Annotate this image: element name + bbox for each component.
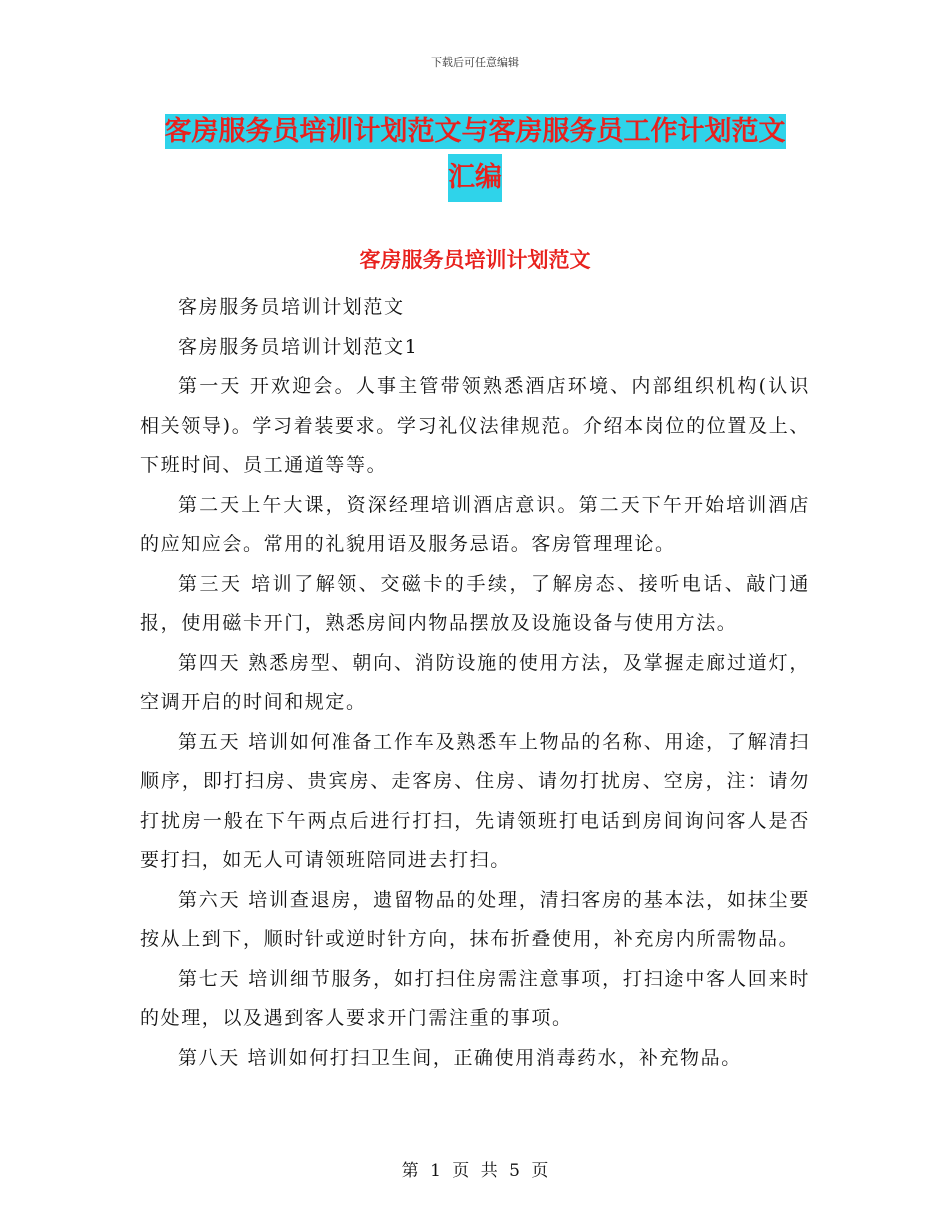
paragraph: 客房服务员培训计划范文 (178, 296, 405, 318)
header-note: 下载后可任意编辑 (431, 56, 519, 69)
paragraph: 第八天 培训如何打扫卫生间，正确使用消毒药水，补充物品。 (178, 1046, 742, 1069)
paragraph: 客房服务员培训计划范文1 (178, 335, 419, 358)
page-number-footer: 第 1 页 共 5 页 (401, 1161, 549, 1181)
paragraph: 第七天 培训细节服务，如打扫住房需注意事项，打扫途中客人回来时的处理，以及遇到客人要求开门需注重的事项。 (140, 967, 810, 1029)
paragraph: 第五天 培训如何准备工作车及熟悉车上物品的名称、用途，了解清扫顺序，即打扫房、贵宾房、走客房、住房、请勿打扰房、空房，注：请勿打扰房一般在下午两点后进行打扫，先请领班打电话到房间询问客人是否要打扫，如无人可请领班陪同进去打扫。 (140, 730, 810, 871)
paragraph: 第六天 培训查退房，遗留物品的处理，清扫客房的基本法，如抹尘要按从上到下，顺时针或逆时针方向，抹布折叠使用，补充房内所需物品。 (140, 888, 810, 950)
paragraph: 第三天 培训了解领、交磁卡的手续，了解房态、接听电话、敲门通报，使用磁卡开门，熟悉房间内物品摆放及设施设备与使用方法。 (140, 572, 810, 634)
document-title (0, 110, 950, 202)
paragraph: 第一天 开欢迎会。人事主管带领熟悉酒店环境、内部组织机构(认识相关领导)。学习着装要求。学习礼仪法律规范。介绍本岗位的位置及上、下班时间、员工通道等等。 (140, 375, 810, 476)
paragraph: 第二天上午大课，资深经理培训酒店意识。第二天下午开始培训酒店的应知应会。常用的礼貌用语及服务忌语。客房管理理论。 (140, 493, 810, 555)
document-title-line1: 客房服务员培训计划范文与客房服务员工作计划范文 (164, 116, 786, 147)
section-title: 客房服务员培训计划范文 (359, 248, 591, 272)
document-body (140, 288, 810, 1078)
document-title-line2: 汇编 (448, 154, 502, 202)
paragraph: 第四天 熟悉房型、朝向、消防设施的使用方法，及掌握走廊过道灯，空调开启的时间和规定。 (140, 651, 810, 713)
